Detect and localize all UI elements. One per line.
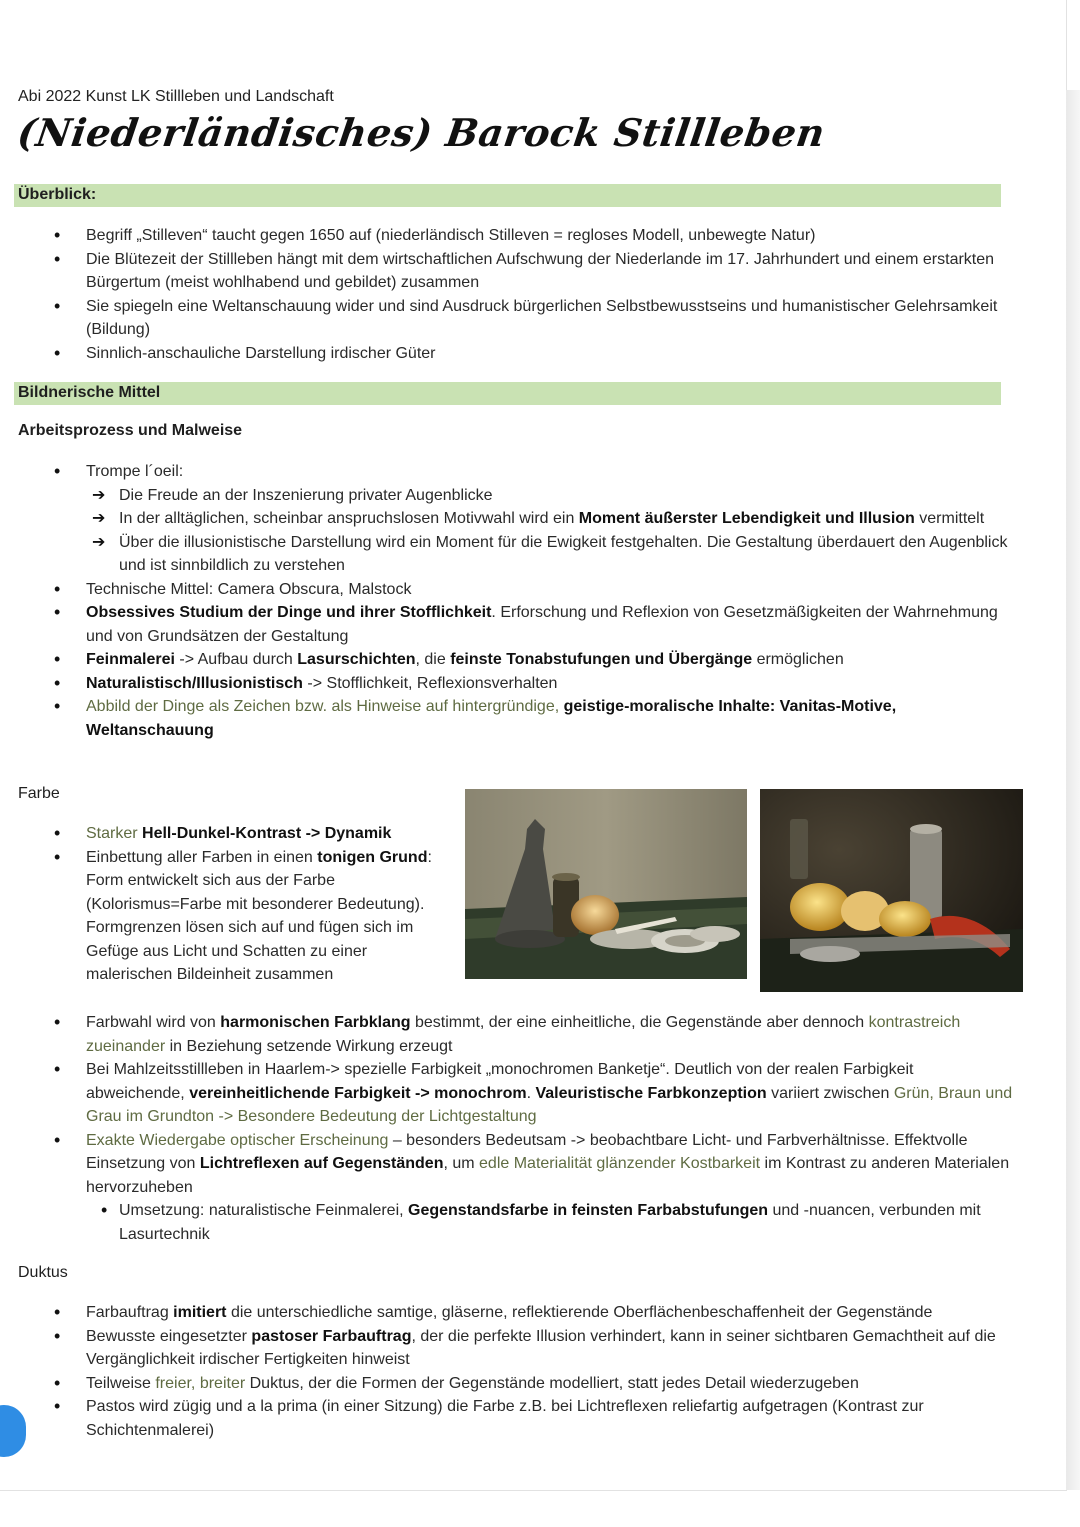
list-item: • Farbwahl wird von harmonischen Farbklang bestimmt, der eine einheitliche, die Gegenstände aber dennoch kontrastreich zueinander in Beziehung setzende Wirkung erzeugt bbox=[16, 1011, 1016, 1058]
arrow-item: ➔ In der alltäglichen, scheinbar anspruchslosen Motivwahl wird ein Moment äußerster Lebendigkeit und Illusion vermittelt bbox=[16, 507, 1016, 531]
list-item: • Trompe l´oeil: bbox=[16, 460, 1016, 484]
still-life-painting-1 bbox=[465, 789, 747, 979]
subheading-duktus: Duktus bbox=[18, 1264, 68, 1281]
overview-list bbox=[16, 224, 1016, 365]
list-item: • Umsetzung: naturalistische Feinmalerei, Gegenstandsfarbe in feinsten Farbabstufungen und -nuancen, verbunden mit Lasurtechnik bbox=[16, 1199, 1016, 1246]
list-item: • Exakte Wiedergabe optischer Erscheinung – besonders Bedeutsam -> beobachtbare Licht- und Farbverhältnisse. Effektvolle Einsetzung von Lichtreflexen auf Gegenständen, um edle Materialität glänzender Kostbarkeit im Kontrast zu anderen Materialen hervorzuheben bbox=[16, 1129, 1016, 1200]
list-item: • Begriff „Stilleven“ taucht gegen 1650 auf (niederländisch Stilleven = regloses Modell, unbewegte Natur) bbox=[16, 224, 1016, 248]
list-item: • Abbild der Dinge als Zeichen bzw. als Hinweise auf hintergründige, geistige-moralische Inhalte: Vanitas-Motive, Weltanschauung bbox=[16, 695, 1016, 742]
list-item: • Obsessives Studium der Dinge und ihrer Stofflichkeit. Erforschung und Reflexion von Gesetzmäßigkeiten der Wahrnehmung und von Grundsätzen der Gestaltung bbox=[16, 601, 1016, 648]
still-life-painting-2 bbox=[760, 789, 1023, 992]
course-line: Abi 2022 Kunst LK Stillleben und Landschaft bbox=[18, 88, 334, 105]
list-item: • Starker Hell-Dunkel-Kontrast -> Dynamik bbox=[16, 822, 456, 846]
section-bar-means bbox=[14, 382, 1001, 405]
list-item: • Sinnlich-anschauliche Darstellung irdischer Güter bbox=[16, 342, 1016, 366]
list-item: • Sie spiegeln eine Weltanschauung wider und sind Ausdruck bürgerlichen Selbstbewusstseins und humanistischer Gelehrsamkeit (Bildung) bbox=[16, 295, 1016, 342]
list-item: • Pastos wird zügig und a la prima (in einer Sitzung) die Farbe z.B. bei Lichtreflexen reliefartig aufgetragen (Kontrast zur Schichtenmalerei) bbox=[16, 1395, 1016, 1442]
page-edge-shadow bbox=[1066, 90, 1080, 1490]
color-list-top bbox=[16, 822, 456, 987]
arrow-item: ➔ Die Freude an der Inszenierung privater Augenblicke bbox=[16, 484, 1016, 508]
list-item: • Naturalistisch/Illusionistisch -> Stofflichkeit, Reflexionsverhalten bbox=[16, 672, 1016, 696]
section-heading-means: Bildnerische Mittel bbox=[18, 384, 161, 401]
list-item: • Bei Mahlzeitsstillleben in Haarlem-> spezielle Farbigkeit „monochromen Banketje“. Deutlich von der realen Farbigkeit abweichende, vereinheitlichende Farbigkeit -> monochrom. Valeuristische Farbkonzeption variiert zwischen Grün, Braun und Grau im Grundton -> Besondere Bedeutung der Lichtgestaltung bbox=[16, 1058, 1016, 1129]
arrow-item: ➔ Über die illusionistische Darstellung wird ein Moment für die Ewigkeit festgehalten. Die Gestaltung überdauert den Augenblick und ist sinnbildlich zu verstehen bbox=[16, 531, 1016, 578]
list-item: • Einbettung aller Farben in einen tonigen Grund: Form entwickelt sich aus der Farbe (Kolorismus=Farbe mit besonderer Bedeutung). Formgrenzen lösen sich auf und fügen sich im Gefüge aus Licht und Schatten zu einer malerischen Bildeinheit zusammen bbox=[16, 846, 456, 987]
list-item: • Teilweise freier, breiter Duktus, der die Formen der Gegenstände modelliert, statt jedes Detail wiederzugeben bbox=[16, 1372, 1016, 1396]
subheading-process: Arbeitsprozess und Malweise bbox=[18, 422, 243, 439]
list-item: • Farbauftrag imitiert die unterschiedliche samtige, gläserne, reflektierende Oberflächenbeschaffenheit der Gegenstände bbox=[16, 1301, 1016, 1325]
subheading-color: Farbe bbox=[18, 785, 60, 802]
list-item: • Bewusste eingesetzter pastoser Farbauftrag, der die perfekte Illusion verhindert, kann in seiner sichtbaren Gemachtheit auf die Vergänglichkeit irdischer Fertigkeiten hinweist bbox=[16, 1325, 1016, 1372]
process-list bbox=[16, 460, 1016, 742]
painting-1-image bbox=[465, 789, 747, 979]
list-item: • Technische Mittel: Camera Obscura, Malstock bbox=[16, 578, 1016, 602]
list-item: • Die Blütezeit der Stillleben hängt mit dem wirtschaftlichen Aufschwung der Niederlande im 17. Jahrhundert und einem erstarkten Bürgertum (meist wohlhabend und gebildet) zusammen bbox=[16, 248, 1016, 295]
painting-2-image bbox=[760, 789, 1023, 992]
list-item: • Feinmalerei -> Aufbau durch Lasurschichten, die feinste Tonabstufungen und Übergänge ermöglichen bbox=[16, 648, 1016, 672]
duktus-list bbox=[16, 1301, 1016, 1442]
section-heading-overview: Überblick: bbox=[18, 186, 97, 203]
section-bar-overview bbox=[14, 184, 1001, 207]
color-list-bottom bbox=[16, 1011, 1016, 1246]
page-title: (Niederländisches) Barock Stillleben bbox=[14, 110, 828, 155]
